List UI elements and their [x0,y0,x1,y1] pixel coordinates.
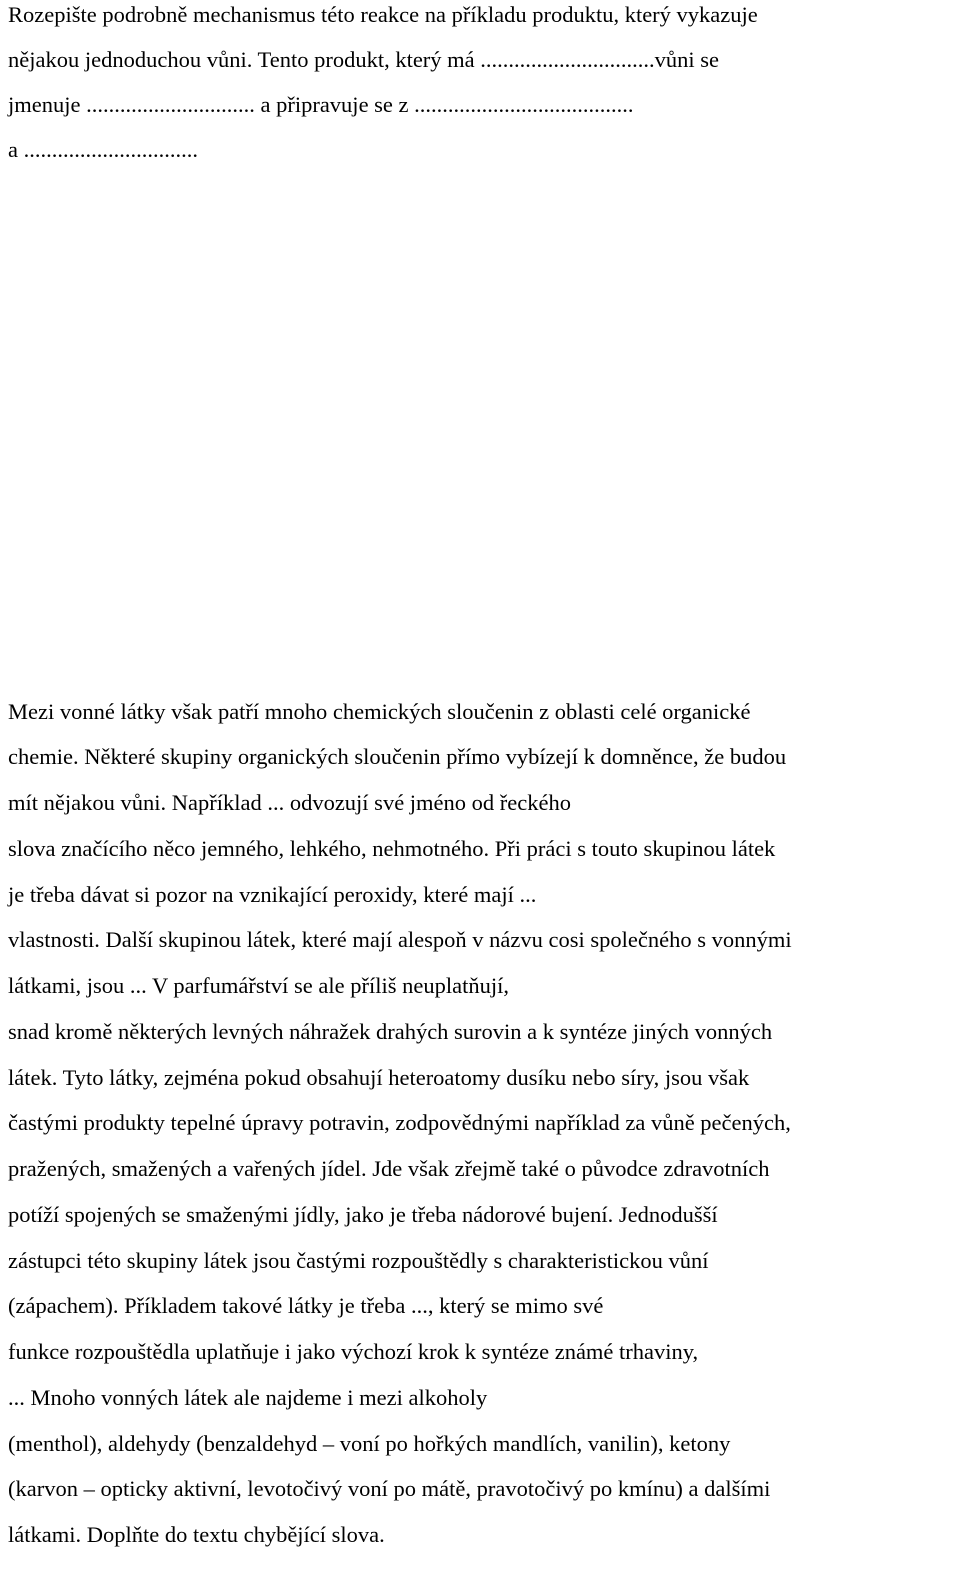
text-line: je třeba dávat si pozor na vznikající peroxidy, které mají ... [8,882,537,907]
text-line: častými produkty tepelné úpravy potravin, zodpovědnými například za vůně pečených, [8,1110,791,1135]
text-line: látek. Tyto látky, zejména pokud obsahují heteroatomy dusíku nebo síry, jsou však [8,1065,750,1090]
text-line: zástupci této skupiny látek jsou častými rozpouštědly s charakteristickou vůní [8,1248,709,1273]
text-line: a ............................... [8,137,198,162]
text-line: nějakou jednoduchou vůni. Tento produkt, který má ...............................vůni se [8,47,720,72]
text-line: (zápachem). Příkladem takové látky je třeba ..., který se mimo své [8,1293,604,1318]
text-line: (karvon – opticky aktivní, levotočivý voní po mátě, pravotočivý po kmínu) a dalšími [8,1476,771,1501]
text-line: vlastnosti. Další skupinou látek, které mají alespoň v názvu cosi společného s vonnými [8,927,792,952]
text-line: Mezi vonné látky však patří mnoho chemických sloučenin z oblasti celé organické [8,699,751,724]
text-line: chemie. Některé skupiny organických sloučenin přímo vybízejí k domněnce, že budou [8,744,787,769]
text-line: látkami, jsou ... V parfumářství se ale příliš neuplatňují, [8,973,509,998]
text-line: snad kromě některých levných náhražek drahých surovin a k syntéze jiných vonných [8,1019,773,1044]
text-line: ... Mnoho vonných látek ale najdeme i mezi alkoholy [8,1385,488,1410]
text-line: potíží spojených se smaženými jídly, jako je třeba nádorové bujení. Jednodušší [8,1202,718,1227]
text-line: (menthol), aldehydy (benzaldehyd – voní po hořkých mandlích, vanilin), ketony [8,1431,731,1456]
text-line: látkami. Doplňte do textu chybějící slova. [8,1522,385,1547]
text-line: Rozepište podrobně mechanismus této reakce na příkladu produktu, který vykazuje [8,2,758,27]
text-line: slova značícího něco jemného, lehkého, nehmotného. Při práci s touto skupinou látek [8,836,776,861]
text-line: jmenuje .............................. a připravuje se z ....................................... [8,92,634,117]
text-line: pražených, smažených a vařených jídel. Jde však zřejmě také o původce zdravotních [8,1156,770,1181]
text-line: mít nějakou vůni. Například ... odvozují své jméno od řeckého [8,790,571,815]
text-line: funkce rozpouštědla uplatňuje i jako výchozí krok k syntéze známé trhaviny, [8,1339,699,1364]
